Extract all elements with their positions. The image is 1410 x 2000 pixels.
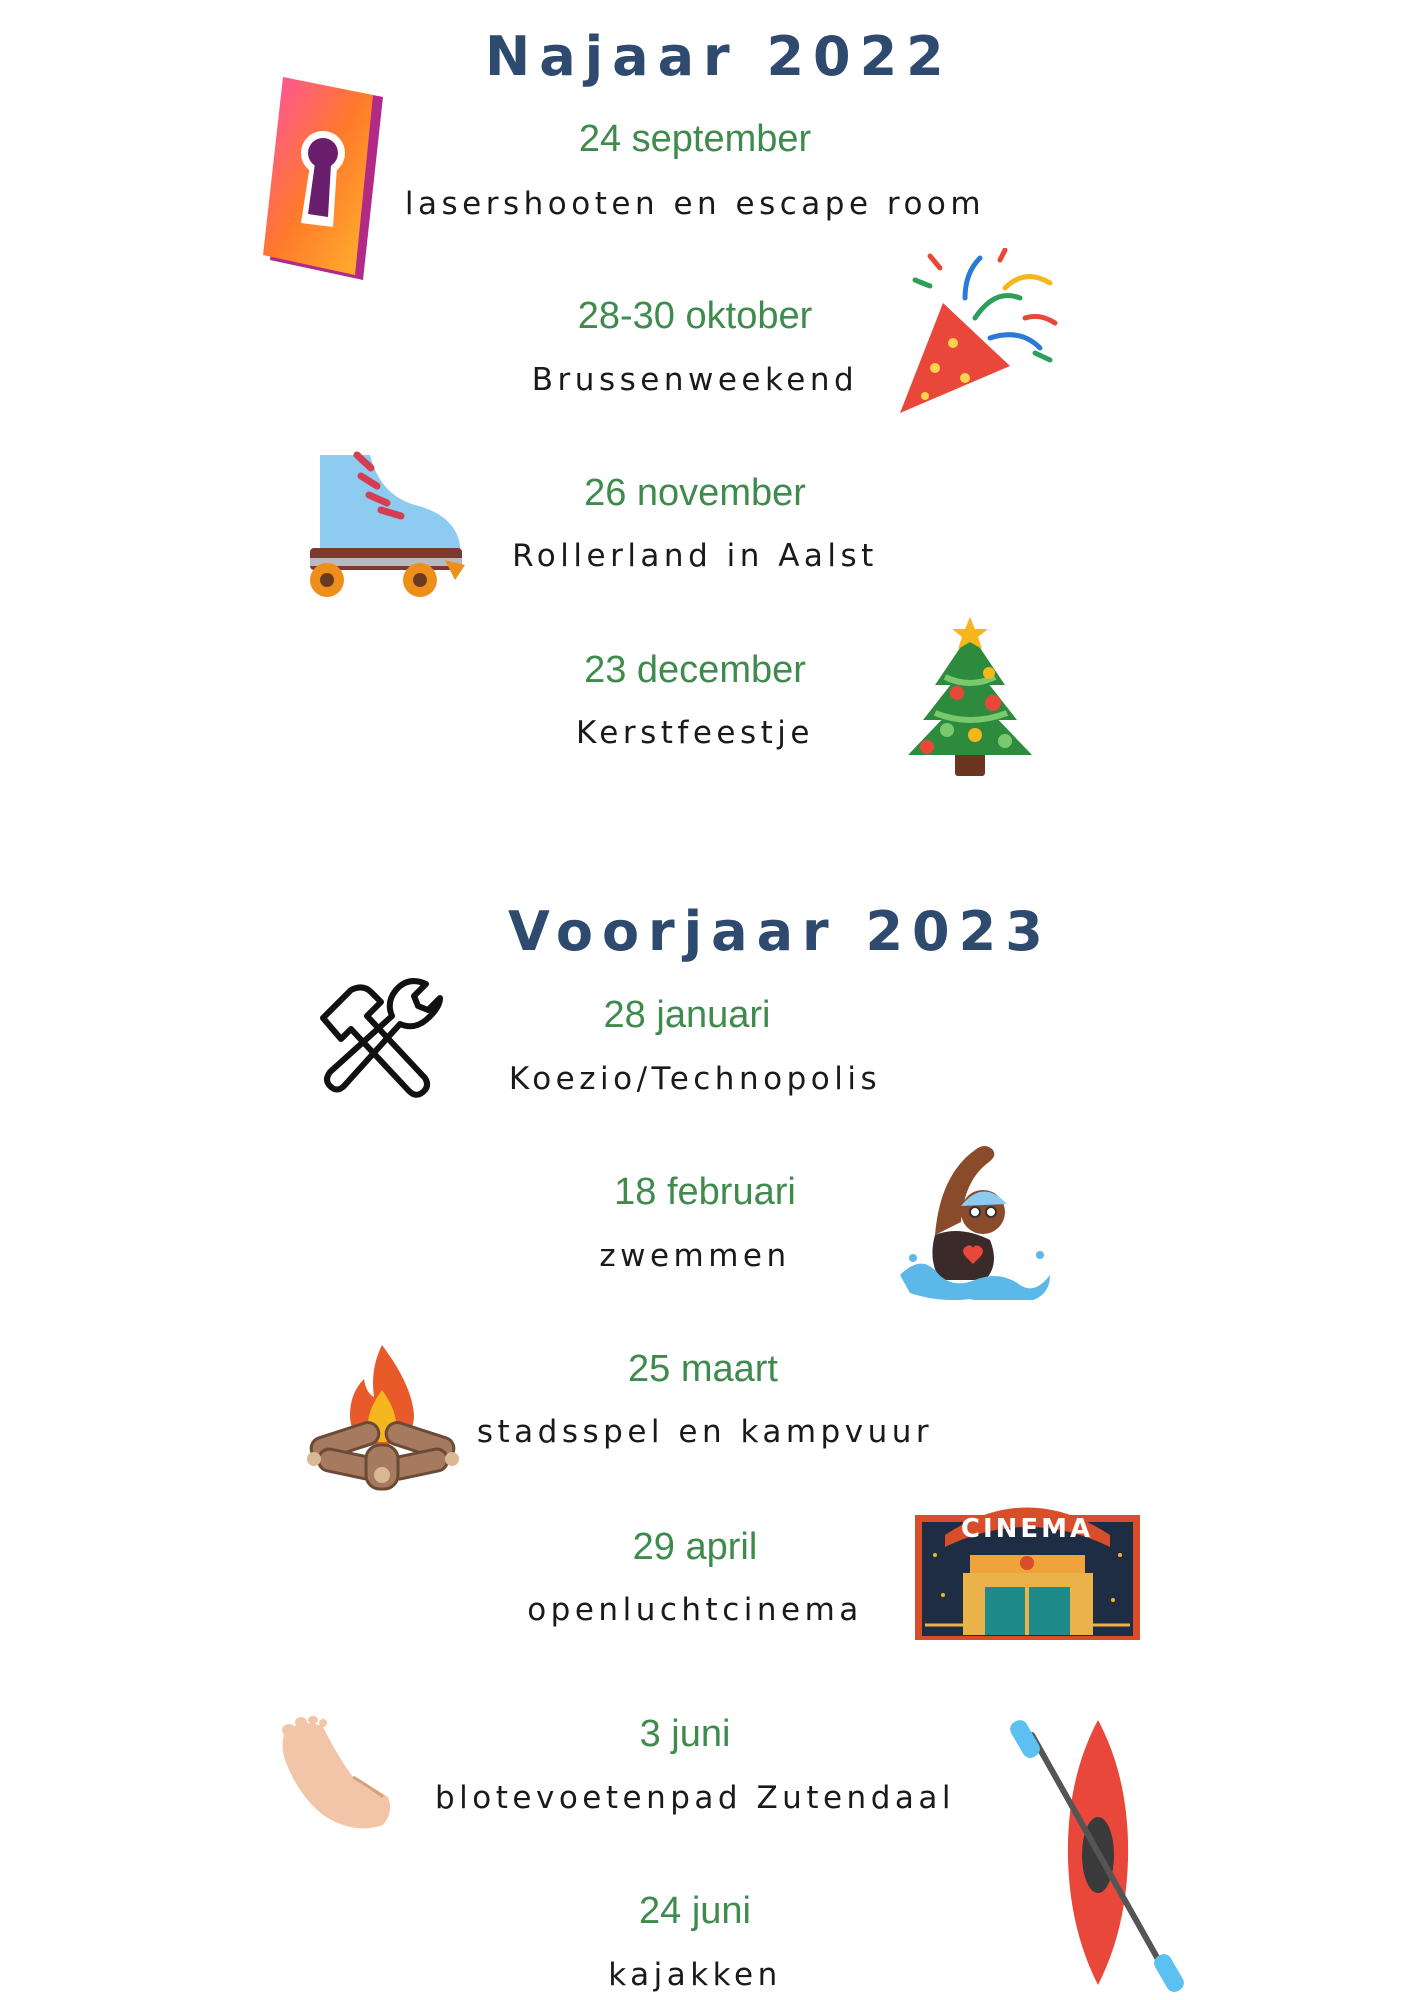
- campfire-icon: [300, 1335, 465, 1495]
- tools-icon: [315, 978, 450, 1108]
- event-activity: blotevoetenpad Zutendaal: [435, 1780, 955, 1816]
- event-activity: Kerstfeestje: [576, 715, 814, 751]
- section-title-najaar: Najaar 2022: [485, 25, 953, 88]
- event-date: 24 september: [578, 118, 812, 160]
- party-popper-icon: [895, 248, 1070, 418]
- event-activity: openluchtcinema: [527, 1592, 863, 1628]
- kayak-icon: [1010, 1715, 1190, 1995]
- event-date: 3 juni: [639, 1713, 731, 1755]
- event-date: 24 juni: [639, 1890, 751, 1932]
- event-date: 26 november: [584, 472, 806, 514]
- event-date: 29 april: [632, 1526, 758, 1568]
- event-date: 28 januari: [603, 994, 771, 1036]
- event-activity: kajakken: [608, 1957, 782, 1993]
- event-date: 28-30 oktober: [577, 295, 813, 337]
- event-activity: Koezio/Technopolis: [508, 1061, 882, 1097]
- event-activity: Rollerland in Aalst: [512, 538, 878, 574]
- event-activity: lasershooten en escape room: [404, 186, 986, 222]
- foot-icon: [275, 1712, 395, 1837]
- event-date: 23 december: [584, 649, 806, 691]
- event-date: 18 februari: [614, 1171, 796, 1213]
- keyhole-icon: [255, 75, 390, 285]
- event-date: 25 maart: [628, 1348, 778, 1390]
- event-activity: Brussenweekend: [531, 362, 859, 398]
- swimmer-icon: [895, 1140, 1055, 1300]
- cinema-sign-text: CINEMA: [960, 1514, 1094, 1544]
- christmas-tree-icon: [905, 615, 1035, 780]
- roller-skate-icon: [305, 440, 470, 600]
- cinema-icon: [915, 1495, 1140, 1640]
- event-activity: stadsspel en kampvuur: [476, 1414, 934, 1450]
- event-activity: zwemmen: [599, 1238, 791, 1274]
- section-title-voorjaar: Voorjaar 2023: [508, 900, 1052, 963]
